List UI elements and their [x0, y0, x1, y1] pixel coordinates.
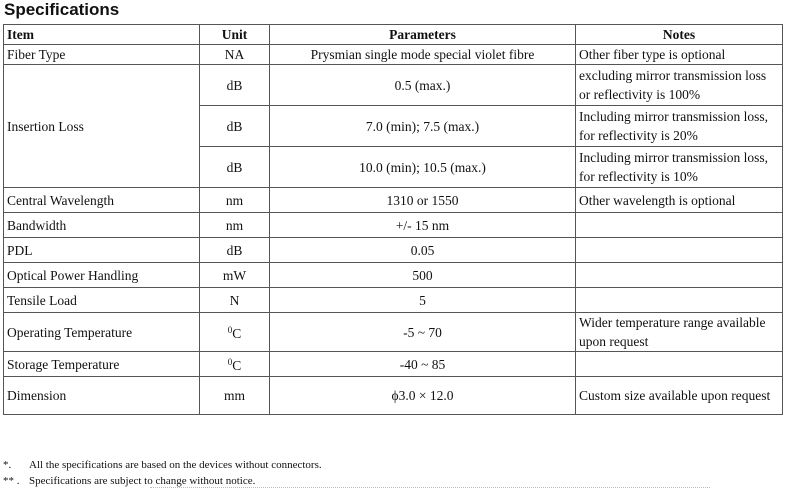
footnote: [3, 457, 322, 473]
cell-notes: [576, 263, 783, 288]
cell-item: Fiber Type: [4, 45, 200, 65]
cell-notes: [576, 352, 783, 377]
cell-parameters: 7.0 (min); 7.5 (max.): [270, 106, 576, 147]
cell-item: Optical Power Handling: [4, 263, 200, 288]
header-item: Item: [4, 25, 200, 45]
cell-parameters: -40 ~ 85: [270, 352, 576, 377]
unit-letter: C: [232, 358, 242, 373]
cell-parameters: +/- 15 nm: [270, 213, 576, 238]
unit-letter: C: [232, 326, 242, 341]
cell-parameters: 5: [270, 288, 576, 313]
cell-item: Insertion Loss: [4, 65, 200, 188]
degree-superscript: 0: [227, 325, 233, 335]
cell-parameters: -5 ~ 70: [270, 313, 576, 352]
table-row: [4, 213, 783, 238]
cell-notes: Other wavelength is optional: [576, 188, 783, 213]
cell-unit: nm: [200, 188, 270, 213]
cell-notes: Other fiber type is optional: [576, 45, 783, 65]
cell-parameters: 10.0 (min); 10.5 (max.): [270, 147, 576, 188]
cell-unit: dB: [200, 147, 270, 188]
cell-parameters: 0.05: [270, 238, 576, 263]
cell-item: Dimension: [4, 377, 200, 415]
cell-unit: mm: [200, 377, 270, 415]
cell-unit: N: [200, 288, 270, 313]
header-notes: Notes: [576, 25, 783, 45]
cell-unit: dB: [200, 65, 270, 106]
header-unit: Unit: [200, 25, 270, 45]
cell-unit: nm: [200, 213, 270, 238]
cell-notes: Including mirror transmission loss, for reflectivity is 20%: [576, 106, 783, 147]
cell-notes: Custom size available upon request: [576, 377, 783, 415]
footnote-text: All the specifications are based on the devices without connectors.: [29, 459, 322, 471]
footnote-mark: ** .: [3, 475, 20, 487]
table-row: [4, 263, 783, 288]
footnotes: [3, 457, 322, 489]
page-title: Specifications: [4, 0, 120, 19]
cell-notes: [576, 238, 783, 263]
cell-unit: NA: [200, 45, 270, 65]
specifications-table: [3, 24, 783, 415]
table-row: [4, 65, 783, 106]
cell-unit: [200, 352, 270, 377]
cell-item: Bandwidth: [4, 213, 200, 238]
footnote-mark: *.: [3, 459, 12, 471]
cell-notes: Wider temperature range available upon request: [576, 313, 783, 352]
cell-unit: mW: [200, 263, 270, 288]
header-parameters: Parameters: [270, 25, 576, 45]
table-row: [4, 288, 783, 313]
cell-notes: excluding mirror transmission loss or reflectivity is 100%: [576, 65, 783, 106]
table-row: [4, 313, 783, 352]
degree-superscript: 0: [227, 357, 233, 367]
cell-item: Tensile Load: [4, 288, 200, 313]
table-row: [4, 377, 783, 415]
cell-notes: Including mirror transmission loss, for reflectivity is 10%: [576, 147, 783, 188]
table-header-row: [4, 25, 783, 45]
cell-notes: [576, 288, 783, 313]
cell-unit: dB: [200, 238, 270, 263]
cell-item: Storage Temperature: [4, 352, 200, 377]
table-row: [4, 352, 783, 377]
cell-item: PDL: [4, 238, 200, 263]
cell-unit: dB: [200, 106, 270, 147]
table-row: [4, 188, 783, 213]
footnote-text: Specifications are subject to change without notice.: [29, 475, 256, 487]
cell-item: Central Wavelength: [4, 188, 200, 213]
dotted-divider: [150, 487, 710, 488]
cell-parameters: ϕ3.0 × 12.0: [270, 377, 576, 415]
cell-parameters: 1310 or 1550: [270, 188, 576, 213]
table-row: [4, 238, 783, 263]
cell-parameters: 0.5 (max.): [270, 65, 576, 106]
cell-item: Operating Temperature: [4, 313, 200, 352]
cell-unit: [200, 313, 270, 352]
cell-parameters: 500: [270, 263, 576, 288]
table-row: [4, 45, 783, 65]
cell-notes: [576, 213, 783, 238]
cell-parameters: Prysmian single mode special violet fibre: [270, 45, 576, 65]
